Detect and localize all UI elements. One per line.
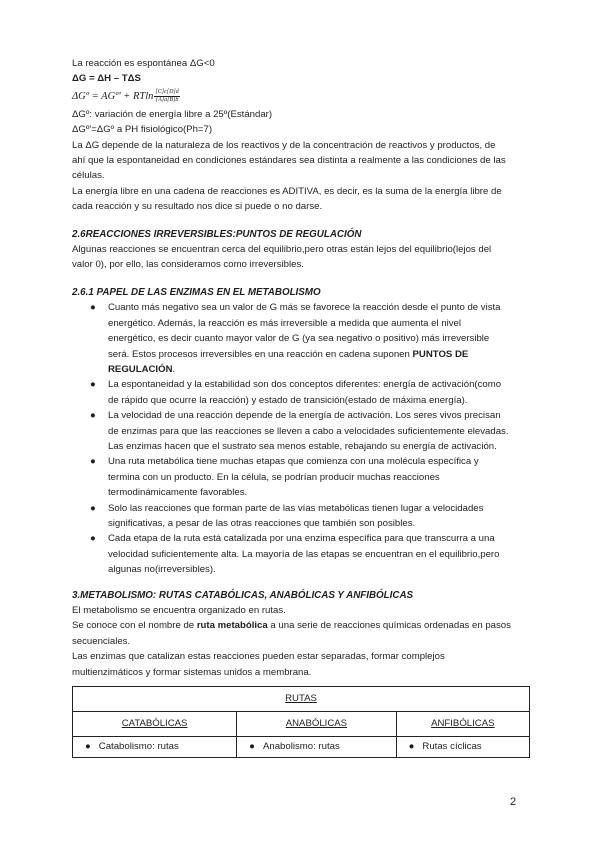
routes-table — [72, 686, 530, 758]
list-item: ● La velocidad de una reacción depende de la energía de activación. Los seres vivos precisan de enzimas para que las reacciones se lleven a cabo a velocidades suficientemente elevadas. Las enzimas hacen que el sustrato sea menos estable, rebajando su energía de activación. — [90, 410, 509, 452]
gibbs-formula: ΔGº = AGº' + RTln $\frac{[C]c[D]d}{[A]a[B]b}$ — [72, 88, 179, 103]
bullet-icon: ● — [408, 741, 415, 753]
bullet-icon: ● — [90, 379, 96, 391]
page-number: 2 — [510, 796, 517, 808]
paragraph-line: Se conoce con el nombre de ruta metabólica a una serie de reacciones químicas ordenadas en pasos — [72, 620, 511, 632]
paragraph-line: cada reacción y su resultado nos dice si puede o no darse. — [72, 201, 323, 213]
paragraph-line: multienzimáticos y formar sistemas unidos a membrana. — [72, 666, 312, 678]
standard-energy-line: ΔGº: variación de energía libre a 25º(Estándar) — [72, 108, 273, 120]
paragraph-line: El metabolismo se encuentra organizado en rutas. — [72, 605, 286, 616]
gibbs-equation: ΔG = ΔH – TΔS — [72, 73, 141, 85]
bullet-icon: ● — [90, 410, 96, 422]
paragraph-line: La ΔG depende de la naturaleza de los reactivos y de la concentración de reactivos y productos, de — [72, 139, 496, 151]
bullet-icon: ● — [249, 741, 255, 753]
bullet-icon: ● — [90, 533, 96, 545]
paragraph-line: ahí que la espontaneidad en condiciones estándares sea distinta a realmente a las condiciones de las — [72, 155, 506, 167]
paragraph-line: valor 0), por ello, las consideramos como irreversibles. — [72, 259, 304, 271]
table-header-anabolic: ANABÓLICAS — [237, 712, 396, 737]
paragraph-line: Algunas reacciones se encuentran cerca del equilibrio,pero otras están lejos del equilibrio(lejos del — [72, 244, 492, 256]
table-cell: ● Anabolismo: rutas — [237, 737, 396, 758]
list-item: ● La espontaneidad y la estabilidad son dos conceptos diferentes: energía de activación(como de rápido que ocurre la reacción) y estado de transición(estado de máxima energía). — [90, 379, 502, 406]
paragraph-line: La energía libre en una cadena de reacciones es ADITIVA, es decir, es la suma de la energía libre de — [72, 185, 502, 197]
list-item: ● Cada etapa de la ruta está catalizada por una enzima específica para que transcurra a una velocidad suficientemente alta. La mayoría de las etapas se encuentran en el equilibrio,pero algunas no(irreversibles). — [90, 533, 500, 576]
physiological-energy-line: ΔGº'=ΔGº a PH fisiológico(Ph=7) — [72, 124, 213, 136]
spontaneity-line: La reacción es espontánea ΔG<0 — [72, 58, 215, 69]
concentration-fraction: $\frac{[C]c[D]d}{[A]a[B]b}$ — [155, 88, 179, 103]
paragraph-line: Las enzimas que catalizan estas reacciones pueden estar separadas, formar complejos — [72, 651, 445, 663]
bullet-icon: ● — [85, 741, 91, 753]
section-heading: 2.6REACCIONES IRREVERSIBLES:PUNTOS DE REGULACIÓN — [72, 228, 362, 240]
table-row — [73, 737, 530, 758]
section-heading: 3.METABOLISMO: RUTAS CATABÓLICAS, ANABÓLICAS Y ANFIBÓLICAS — [72, 589, 414, 601]
document-page — [72, 56, 532, 758]
enzyme-bullet-list — [72, 300, 532, 577]
list-item: ● Solo las reacciones que forman parte de las vías metabólicas tienen lugar a velocidades significativas, a pesar de las otras reacciones que también son posibles. — [90, 502, 484, 529]
table-header-amphibolic: ANFIBÓLICAS — [396, 712, 529, 737]
paragraph-line: células. — [72, 170, 105, 182]
section-heading: 2.6.1 PAPEL DE LAS ENZIMAS EN EL METABOLISMO — [72, 286, 321, 298]
paragraph-line: secuenciales. — [72, 635, 131, 647]
list-item: ● Cuanto más negativo sea un valor de G más se favorece la reacción desde el punto de vista energético. Además, la reacción es más irreversible a medida que aumenta el nivel energético, es decir cuanto mayor valor de G (ya sea negativo o positivo) más irreversible será. Estos procesos irreversibles en una reacción en cadena suponen PUNTOS DE REGULACIÓN. — [90, 302, 501, 375]
table-title: RUTAS — [73, 687, 530, 712]
table-cell: ● Rutas cíclicas — [396, 737, 529, 758]
bullet-icon: ● — [90, 302, 96, 314]
bullet-icon: ● — [90, 502, 96, 514]
list-item: ● Una ruta metabólica tiene muchas etapas que comienza con una molécula específica y termina con un producto. En la célula, se podrían producir muchas reacciones termodinámicamente favorables. — [90, 456, 479, 499]
table-cell: ● Catabolismo: rutas — [73, 737, 237, 758]
bullet-icon: ● — [90, 456, 96, 468]
table-header-catabolic: CATABÓLICAS — [73, 712, 237, 737]
